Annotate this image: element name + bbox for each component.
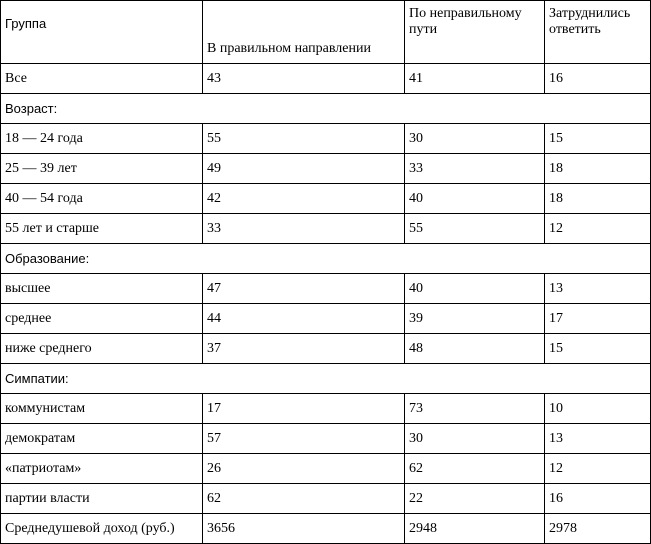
cell-wrong: 22	[405, 484, 545, 514]
row-label: Среднедушевой доход (руб.)	[1, 514, 203, 544]
cell-right: 62	[203, 484, 405, 514]
table-row	[1, 274, 651, 304]
row-label: коммунистам	[1, 394, 203, 424]
cell-wrong: 2948	[405, 514, 545, 544]
row-label: «патриотам»	[1, 454, 203, 484]
section-row-education	[1, 244, 651, 274]
row-label: высшее	[1, 274, 203, 304]
cell-undecided: 13	[545, 274, 651, 304]
cell-right: 49	[203, 154, 405, 184]
header-undecided: Затруднились ответить	[545, 1, 651, 64]
table-row	[1, 394, 651, 424]
row-label: 18 — 24 года	[1, 124, 203, 154]
cell-undecided: 16	[545, 484, 651, 514]
section-title: Возраст:	[1, 94, 651, 124]
row-label: демократам	[1, 424, 203, 454]
row-label: 25 — 39 лет	[1, 154, 203, 184]
cell-undecided: 12	[545, 454, 651, 484]
table-row	[1, 214, 651, 244]
row-label: ниже среднего	[1, 334, 203, 364]
cell-right: 26	[203, 454, 405, 484]
cell-right: 43	[203, 64, 405, 94]
table-row	[1, 454, 651, 484]
cell-undecided: 17	[545, 304, 651, 334]
table-row-income	[1, 514, 651, 544]
table-row	[1, 304, 651, 334]
table-row	[1, 184, 651, 214]
cell-wrong: 73	[405, 394, 545, 424]
cell-undecided: 13	[545, 424, 651, 454]
cell-undecided: 15	[545, 124, 651, 154]
row-label: среднее	[1, 304, 203, 334]
cell-right: 37	[203, 334, 405, 364]
cell-wrong: 30	[405, 124, 545, 154]
table-row-all	[1, 64, 651, 94]
table-row	[1, 124, 651, 154]
cell-wrong: 55	[405, 214, 545, 244]
section-row-age	[1, 94, 651, 124]
cell-undecided: 15	[545, 334, 651, 364]
header-wrong-path: По неправильному пути	[405, 1, 545, 64]
row-label: партии власти	[1, 484, 203, 514]
cell-undecided: 12	[545, 214, 651, 244]
cell-right: 42	[203, 184, 405, 214]
cell-wrong: 40	[405, 184, 545, 214]
cell-undecided: 16	[545, 64, 651, 94]
row-label: Все	[1, 64, 203, 94]
row-label: 55 лет и старше	[1, 214, 203, 244]
header-row	[1, 1, 651, 64]
cell-right: 33	[203, 214, 405, 244]
cell-undecided: 10	[545, 394, 651, 424]
cell-undecided: 18	[545, 184, 651, 214]
section-row-sympathies	[1, 364, 651, 394]
header-group: Группа	[1, 1, 203, 64]
cell-right: 55	[203, 124, 405, 154]
cell-wrong: 40	[405, 274, 545, 304]
cell-wrong: 39	[405, 304, 545, 334]
cell-right: 44	[203, 304, 405, 334]
cell-right: 17	[203, 394, 405, 424]
cell-right: 47	[203, 274, 405, 304]
section-title: Образование:	[1, 244, 651, 274]
cell-wrong: 41	[405, 64, 545, 94]
cell-undecided: 2978	[545, 514, 651, 544]
table-row	[1, 154, 651, 184]
table-row	[1, 334, 651, 364]
cell-wrong: 48	[405, 334, 545, 364]
row-label: 40 — 54 года	[1, 184, 203, 214]
cell-undecided: 18	[545, 154, 651, 184]
header-right-direction: В правильном направлении	[203, 1, 405, 64]
cell-right: 57	[203, 424, 405, 454]
cell-right: 3656	[203, 514, 405, 544]
table-row	[1, 484, 651, 514]
section-title: Симпатии:	[1, 364, 651, 394]
cell-wrong: 62	[405, 454, 545, 484]
cell-wrong: 30	[405, 424, 545, 454]
table-row	[1, 424, 651, 454]
cell-wrong: 33	[405, 154, 545, 184]
